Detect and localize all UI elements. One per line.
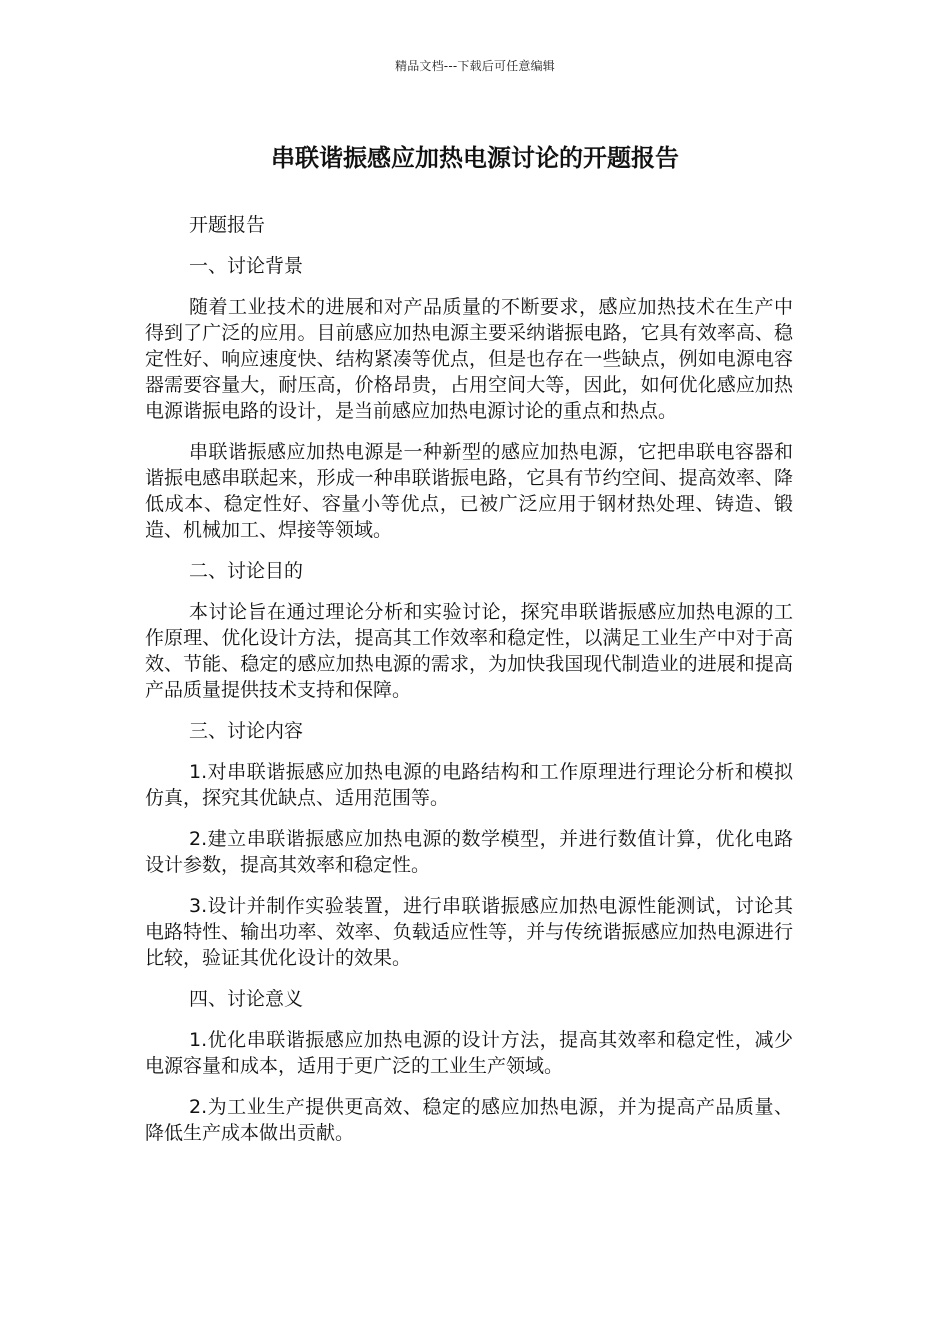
section-heading-content: 三、讨论内容 — [189, 720, 304, 742]
report-label: 开题报告 — [189, 214, 266, 236]
section-heading-purpose: 二、讨论目的 — [189, 560, 304, 582]
list-item: 1.优化串联谐振感应加热电源的设计方法，提高其效率和稳定性，减少电源容量和成本，适用于更广泛的工业生产领域。 — [145, 1029, 793, 1077]
document-title: 串联谐振感应加热电源讨论的开题报告 — [271, 144, 679, 172]
section-heading-background: 一、讨论背景 — [189, 255, 304, 277]
list-item: 1.对串联谐振感应加热电源的电路结构和工作原理进行理论分析和模拟仿真，探究其优缺点、适用范围等。 — [145, 761, 793, 809]
paragraph: 串联谐振感应加热电源是一种新型的感应加热电源，它把串联电容器和谐振电感串联起来，形成一种串联谐振电路，它具有节约空间、提高效率、降低成本、稳定性好、容量小等优点，已被广泛应用于钢材热处理、铸造、锻造、机械加工、焊接等领域。 — [145, 441, 793, 541]
list-item: 2.建立串联谐振感应加热电源的数学模型，并进行数值计算，优化电路设计参数，提高其效率和稳定性。 — [145, 828, 793, 876]
section-heading-significance: 四、讨论意义 — [189, 988, 304, 1010]
document-body — [145, 212, 793, 1161]
paragraph: 随着工业技术的进展和对产品质量的不断要求，感应加热技术在生产中得到了广泛的应用。目前感应加热电源主要采纳谐振电路，它具有效率高、稳定性好、响应速度快、结构紧凑等优点，但是也存在一些缺点，例如电源电容器需要容量大，耐压高，价格昂贵，占用空间大等，因此，如何优化感应加热电源谐振电路的设计，是当前感应加热电源讨论的重点和热点。 — [145, 296, 793, 422]
page-header: 精品文档---下载后可任意编辑 — [395, 59, 555, 73]
list-item: 3.设计并制作实验装置，进行串联谐振感应加热电源性能测试，讨论其电路特性、输出功率、效率、负载适应性等，并与传统谐振感应加热电源进行比较，验证其优化设计的效果。 — [145, 895, 793, 969]
list-item: 2.为工业生产提供更高效、稳定的感应加热电源，并为提高产品质量、降低生产成本做出贡献。 — [145, 1096, 793, 1144]
paragraph: 本讨论旨在通过理论分析和实验讨论，探究串联谐振感应加热电源的工作原理、优化设计方法，提高其工作效率和稳定性，以满足工业生产中对于高效、节能、稳定的感应加热电源的需求，为加快我国现代制造业的进展和提高产品质量提供技术支持和保障。 — [145, 601, 793, 701]
